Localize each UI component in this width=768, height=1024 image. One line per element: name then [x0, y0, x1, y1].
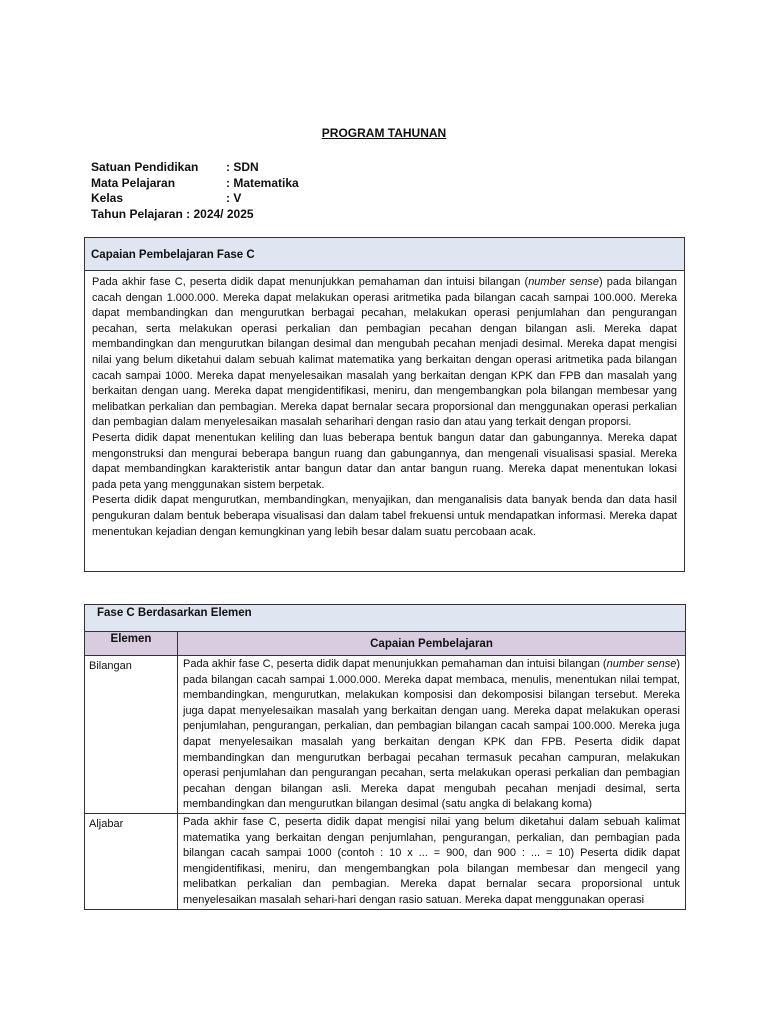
column-header-capaian: Capaian Pembelajaran [178, 632, 686, 656]
capaian-fase-box [84, 237, 685, 572]
capaian-fase-heading: Capaian Pembelajaran Fase C [85, 238, 684, 271]
table-row [85, 656, 686, 814]
meta-label: Mata Pelajaran [91, 175, 176, 190]
text-run-italic: number sense [606, 658, 677, 670]
meta-row-kelas [91, 191, 299, 207]
table-row [85, 813, 686, 909]
elemen-cell: Bilangan [85, 656, 178, 814]
meta-label: Tahun Pelajaran [91, 206, 183, 221]
elemen-table-caption: Fase C Berdasarkan Elemen [85, 605, 686, 632]
text-run: ) pada bilangan cacah dengan 1.000.000. Mereka dapat melakukan operasi aritmetika pada bilangan cacah sampai 100.000. Mereka dapat membandingkan dan mengurutkan berbagai pecahan, melakukan operasi penjumlahan dan pengurangan pecahan, serta melakukan operasi perkalian dan pembagian pecahan dengan bilangan asli. Mereka dapat membandingkan dan mengurutkan bilangan desimal dan mengubah pecahan menjadi desimal. Mereka dapat mengisi nilai yang belum diketahui dalam sebuah kalimat matematika yang berkaitan dengan operasi aritmetika pada bilangan cacah sampai 1000. Mereka dapat menyelesaikan masalah yang berkaitan dengan KPK dan FPB dan masalah yang berkaitan dengan uang. Mereka dapat mengidentifikasi, meniru, dan mengembangkan pola bilangan membesar yang melibatkan perkalian dan pembagian. Mereka dapat bernalar secara proporsional dan menggunakan operasi perkalian dan pembagian dalam menyelesaikan masalah sehariharі dengan rasio dan atau yang terkait dengan proporsi. [92, 276, 677, 429]
meta-row-satuan [91, 160, 299, 176]
meta-value: : V [226, 191, 242, 205]
meta-value: : SDN [226, 160, 259, 174]
capaian-cell-text: Pada akhir fase C, peserta didik dapat mengisi nilai yang belum diketahui dalam sebuah kalimat matematika yang berkaitan dengan penjumlahan, pengurangan, perkalian, dan pembagian pada bilangan cacah sampai 1000 (contoh : 10 x ... = 900, dan 900 : ... = 10) Peserta didik dapat mengidentifikasi, meniru, dan mengembangkan pola bilangan membesar dan mengecil yang melibatkan perkalian dan pembagian. Mereka dapat bernalar secara proporsional untuk menyelesaikan masalah sehari-hari dengan rasio satuan. Mereka dapat menggunakan operasi [183, 815, 680, 906]
text-run: Pada akhir fase C, peserta didik dapat menunjukkan pemahaman dan intuisi bilangan ( [92, 276, 529, 288]
meta-row-mapel [91, 176, 299, 192]
capaian-paragraph-1 [92, 275, 677, 431]
meta-label: Satuan Pendidikan [91, 160, 199, 174]
meta-label: Kelas [91, 191, 124, 205]
meta-value: : 2024/ 2025 [182, 206, 254, 221]
elemen-cell: Aljabar [85, 813, 178, 909]
capaian-paragraph-3: Peserta didik dapat mengurutkan, membandingkan, menyajikan, dan menganalisis data banyak benda dan data hasil pengukuran dalam bentuk beberapa visualisasi dan dalam tabel frekuensi untuk mendapatkan informasi. Mereka dapat menentukan kejadian dengan kemungkinan yang lebih besar dalam suatu percobaan acak. [92, 494, 677, 538]
meta-row-tahun [91, 207, 299, 223]
capaian-paragraph-2: Peserta didik dapat menentukan keliling dan luas beberapa bentuk bangun datar dan gabungannya. Mereka dapat mengonstruksi dan mengurai beberapa bangun ruang dan gabungannya, dan mengenali visualisasi spasial. Mereka dapat membandingkan karakteristik antar bangun datar dan antar bangun ruang. Mereka dapat menentukan lokasi pada peta yang menggunakan sistem berpetak. [92, 431, 677, 491]
text-run-italic: number sense [528, 276, 599, 288]
document-title: PROGRAM TAHUNAN [321, 126, 447, 140]
elemen-table [84, 604, 686, 910]
text-run: Pada akhir fase C, peserta didik dapat menunjukkan pemahaman dan intuisi bilangan ( [183, 658, 607, 670]
column-header-elemen: Elemen [85, 632, 178, 656]
capaian-cell [178, 656, 686, 814]
document-meta [91, 160, 299, 222]
text-run: ) pada bilangan cacah sampai 1.000.000. Mereka dapat membaca, menulis, menentukan nilai tempat, membandingkan, mengurutkan, melakukan komposisi dan dekomposisi bilangan tersebut. Mereka juga dapat menyelesaikan masalah yang berkaitan dengan uang. Mereka dapat melakukan operasi penjumlahan, pengurangan, perkalian, dan pembagian bilangan cacah sampai 100.000. Mereka juga dapat menyelesaikan masalah yang berkaitan dengan KPK dan FPB. Peserta didik dapat membandingkan dan mengurutkan berbagai pecahan termasuk pecahan campuran, melakukan operasi penjumlahan dan pengurangan pecahan, serta melakukan operasi perkalian dan pembagian pecahan dengan bilangan asli. Mereka dapat mengubah pecahan menjadi desimal, serta membandingkan dan mengurutkan bilangan desimal (satu angka di belakang koma) [183, 658, 680, 811]
capaian-fase-body [85, 271, 684, 540]
meta-value: : Matematika [226, 175, 299, 190]
capaian-cell [178, 813, 686, 909]
